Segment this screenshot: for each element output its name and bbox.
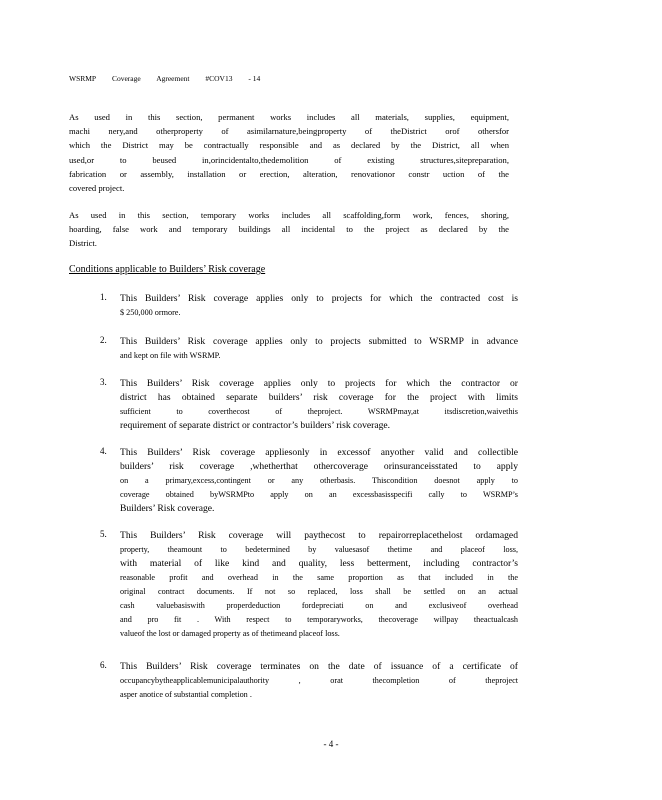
condition-number: 4. bbox=[100, 446, 107, 456]
header-page-ref: - 14 bbox=[248, 74, 261, 83]
section-heading: Conditions applicable to Builders’ Risk coverage bbox=[69, 264, 266, 275]
condition-line: asper anotice of substantial completion . bbox=[120, 690, 252, 699]
paragraph-line: As used in this section, temporary works includes all scaffolding,form work, fences, shoring, bbox=[69, 210, 509, 220]
header-code: #COV13 bbox=[205, 74, 233, 83]
condition-line: Builders’ Risk coverage. bbox=[120, 503, 215, 514]
paragraph-line: used,or to beused in,orincidentalto,thedemolition of existing structures,sitepreparation, bbox=[69, 154, 509, 165]
condition-line: district has obtained separate builders’ risk coverage for the project with limits bbox=[120, 392, 518, 403]
condition-line: and pro fit . With respect to temporaryworks, thecoverage willpay theactualcash bbox=[120, 615, 518, 624]
condition-text bbox=[120, 529, 518, 641]
condition-line: with material of like kind and quality, less betterment, including contractor’s bbox=[120, 558, 518, 569]
condition-line: coverage obtained byWSRMPto apply on an excessbasisspecifi cally to WSRMP’s bbox=[120, 490, 518, 499]
condition-number: 2. bbox=[100, 335, 107, 345]
condition-line: valueof the lost or damaged property as of thetimeand placeof loss. bbox=[120, 629, 340, 638]
condition-line: occupancybytheapplicablemunicipalauthority , orat thecompletion of theproject bbox=[120, 676, 518, 685]
paragraph-line: hoarding, false work and temporary buildings all incidental to the project as declared by the bbox=[69, 224, 509, 235]
condition-number: 5. bbox=[100, 529, 107, 539]
condition-number: 3. bbox=[100, 377, 107, 387]
condition-line: cash valuebasiswith properdeduction fordepreciati on and exclusiveof overhead bbox=[120, 601, 518, 610]
paragraph-line: fabrication or assembly, installation or erection, alteration, renovationor constr uction of the bbox=[69, 168, 509, 179]
condition-line: This Builders’ Risk coverage appliesonly in excessof anyother valid and collectible bbox=[120, 447, 518, 458]
condition-line: This Builders’ Risk coverage applies only to projects submitted to WSRMP in advance bbox=[120, 336, 518, 347]
condition-line: and kept on file with WSRMP. bbox=[120, 351, 221, 360]
condition-line: requirement of separate district or contractor’s builders’ risk coverage. bbox=[120, 420, 391, 431]
paragraph-line: As used in this section, permanent works includes all materials, supplies, equipment, bbox=[69, 112, 509, 122]
condition-line: builders’ risk coverage ,whetherthat othercoverage orinsuranceisstated to apply bbox=[120, 461, 518, 472]
condition-line: This Builders’ Risk coverage terminates on the date of issuance of a certificate of bbox=[120, 661, 518, 672]
condition-text bbox=[120, 446, 518, 516]
paragraph-line: machi nery,and otherproperty of asimilarnature,beingproperty of theDistrict orof othersfor bbox=[69, 126, 509, 137]
condition-line: property, theamount to bedetermined by valuesasof thetime and placeof loss, bbox=[120, 545, 518, 554]
condition-line: This Builders’ Risk coverage applies only to projects for which the contracted cost is bbox=[120, 293, 518, 304]
page-header bbox=[69, 74, 274, 83]
temporary-works-paragraph bbox=[69, 208, 509, 251]
condition-text bbox=[120, 377, 518, 433]
condition-line: on a primary,excess,contingent or any otherbasis. Thiscondition doesnot apply to bbox=[120, 476, 518, 485]
paragraph-line: covered project. bbox=[69, 183, 125, 194]
paragraph-line: District. bbox=[69, 238, 97, 249]
condition-line: reasonable profit and overhead in the same proportion as that included in the bbox=[120, 573, 518, 582]
condition-text bbox=[120, 292, 518, 320]
condition-line: This Builders’ Risk coverage applies only to projects for which the contractor or bbox=[120, 378, 518, 389]
condition-text bbox=[120, 660, 518, 702]
condition-line: This Builders’ Risk coverage will paythecost to repairorreplacethelost ordamaged bbox=[120, 530, 518, 541]
condition-text bbox=[120, 335, 518, 363]
condition-number: 6. bbox=[100, 660, 107, 670]
paragraph-line: which the District may be contractually responsible and as declared by the District, all when bbox=[69, 140, 509, 151]
header-type: Agreement bbox=[156, 74, 190, 83]
condition-number: 1. bbox=[100, 292, 107, 302]
condition-line: $ 250,000 ormore. bbox=[120, 308, 181, 317]
header-org: WSRMP bbox=[69, 74, 97, 83]
condition-line: sufficient to coverthecost of theproject. WSRMPmay,at itsdiscretion,waivethis bbox=[120, 407, 518, 416]
page-number: - 4 - bbox=[323, 739, 339, 749]
condition-line: original contract documents. If not so replaced, loss shall be settled on an actual bbox=[120, 587, 518, 596]
permanent-works-paragraph bbox=[69, 110, 509, 195]
header-doc: Coverage bbox=[111, 74, 141, 83]
